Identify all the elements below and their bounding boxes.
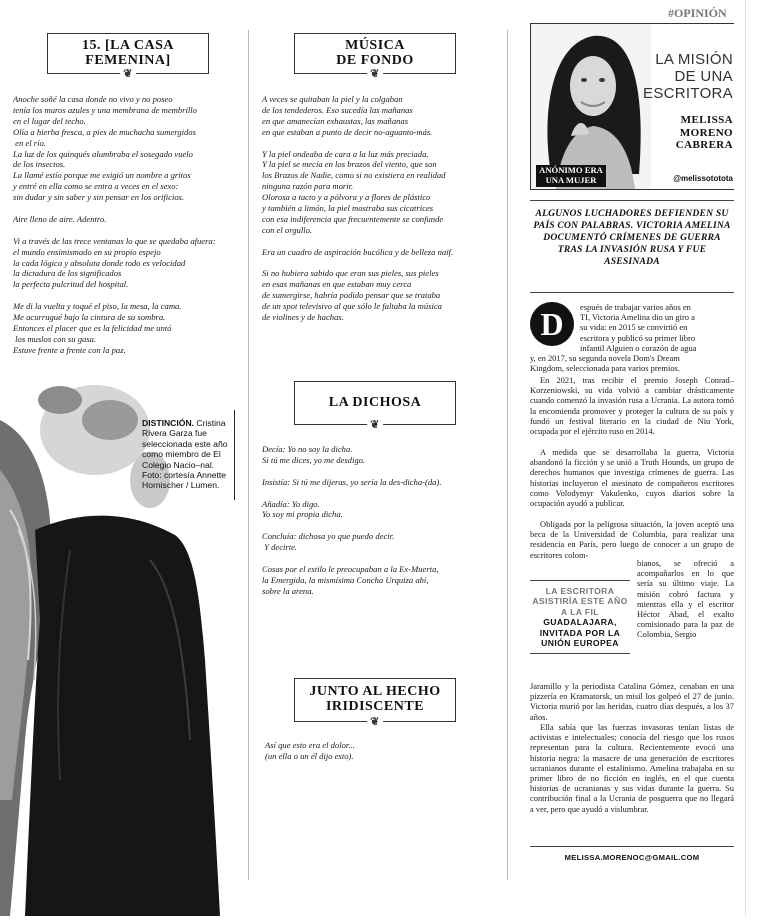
stanza: Añadía: Yo digo. Yo soy mi propia dicha. (262, 498, 343, 520)
article-paragraph: En 2021, tras recibir el premio Joseph Conrad–Korzeniowski, su vida volvió a cambiar drásticamente cuando comenzó la invasión rusa a Ucrania. La autora tomó la encomienda promover y proteger la cultura de su país y fundó un festival literario en la ciudad de Niu York, ocupada por el ejército ruso en 2014. (530, 375, 734, 437)
poem-junto-al-hecho (265, 740, 500, 773)
article-deck: ALGUNOS LUCHADORES DEFIENDEN SU PAÍS CON PALABRAS. VICTORIA AMELINA DOCUMENTÓ CRÍMENES DE GUERRA TRAS LA INVASIÓN RUSA Y FUE ASESINADA (533, 208, 731, 267)
ornament-icon: ❦ (367, 419, 383, 431)
column-rule (248, 30, 249, 880)
pull-quote-rule (530, 653, 630, 654)
text-line: espués de trabajar varios años en (580, 302, 691, 312)
stanza: Me di la vuelta y toqué el piso, la mesa, la cama. Me acurrugué bajo la cintura de su sombra. Entonces el placer que es la felicidad me untó los muslos con su gasa. Estuve frente a frente con la paz. (13, 301, 182, 355)
poem-title: JUNTO AL HECHO IRIDISCENTE (309, 684, 441, 714)
pull-quote-line: LA ESCRITORA ASISTIRÍA ESTE AÑO A LA FIL (532, 586, 628, 617)
text-line: TI, Victoria Amelina dio un giro a (580, 312, 695, 323)
badge-text: ANÓNIMO ERA UNA MUJER (539, 165, 603, 185)
stanza: Anoche soñé la casa donde no vivo y no poseo tenía los muros azules y una membrana de membrillo en el lugar del techo. Olía a hierba fresca, a pies de muchacha sumergidos en el río. La luz de los quinqués alumbraba el sosegado vuelo de los insectos. La llamé estío porque me exigió un nombre a gritos y entré en ella como se entra a veces en el sexo: sin dudar y sin saber y sin pensar en los orificios. (13, 94, 197, 203)
poem-la-dichosa (262, 444, 502, 608)
stanza: Cosas por el estilo le preocupaban a la Ex-Muerta, la Emergida, la mismísima Concha Urquiza ahí, sobre la arena. (262, 563, 439, 596)
text-line: Kingdom, seleccionada para varios premios. (530, 363, 680, 374)
stanza: Y la piel ondeaba de cara a la luz más preciada. Y la piel se mecía en los brazos del viento, que son los Brazos de Nadie, como si no existiera en realidad ninguna razón para morir. Olorosa a tacto y a pólvora y a flores de plástico y también a limón, la piel mostraba sus cicatrices con esa indiferencia que frecuentemente se confunde con el orgullo. (262, 148, 446, 235)
section-tag: #OPINIÓN (668, 6, 727, 20)
ornament-icon: ❦ (367, 716, 383, 728)
poem-title-box (294, 33, 456, 80)
stanza: Concluía: dichosa yo que puedo decir. Y decirte. (262, 531, 395, 553)
email-rule (530, 846, 734, 847)
deck-rule (530, 200, 734, 201)
caption-label: DISTINCIÓN. (142, 418, 195, 428)
stanza: Insistía: Si tú me dijeras, yo sería la des-dicha-(da). (262, 476, 442, 487)
stanza: Si no hubiera sabido que eran sus pieles, sus pieles en esas mañanas en que estaban muy cerca de sumergirse, habría podido pensar que se trataba de un spot televisivo al que sólo le faltaba la música de violines y de hachas. (262, 268, 442, 323)
edge-rule (745, 0, 746, 916)
author-handle: @melissototota (673, 174, 733, 183)
article-paragraph: Jaramillo y la periodista Catalina Gómez, cenaban en una pizzería en Kramatorsk, un misil los golpeó el 27 de junio. Victoria murió por las heridas, cuatro días después, a los 37 años. (530, 681, 734, 722)
text-line: escritora y publicó su primer libro (580, 332, 696, 343)
author-email: MELISSA.MORENOC@GMAIL.COM (564, 853, 700, 862)
text-line: su vida: en 2015 se convirtió en (580, 322, 688, 333)
text-line: y, en 2017, su segunda novela Dom's Dream (530, 353, 680, 364)
photo-caption (142, 418, 234, 491)
article-paragraph: bianos, se ofreció a acompañarlos en lo que sería su último viaje. La misión cobró factura y mientras ella y el escritor Héctor Abad, el exalto comisionado para la paz de Colombia, Sergio (637, 558, 734, 640)
ornament-icon: ❦ (120, 68, 136, 80)
author-name: MELISSA MORENO CABRERA (675, 114, 733, 151)
caption-rule (234, 410, 235, 500)
column-badge (536, 165, 606, 187)
article-paragraph: Ella sabía que las fuerzas invasoras tenían listas de activistas e intelectuales; conocía del riesgo que los rusos representan para la cultura. Recientemente evocó una historia negra: la masacre de una generación de escritores ucranianos durante el estalinismo. Amelina trabajaba en su primer libro de no ficción en inglés, en el que cuenta historias de ucranianas y sus vidas durante la guerra. Su contribución final a la Ucrania de posguerra que no llegará a ver, pero que ayudó a vislumbrar. (530, 722, 734, 814)
drop-cap-letter: D (540, 306, 564, 342)
column-title: LA MISIÓN DE UNA ESCRITORA (643, 51, 733, 102)
columnist-header (530, 23, 734, 190)
ornament-icon: ❦ (367, 68, 383, 80)
poem-title-box (294, 678, 456, 728)
stanza: Vi a través de las trece ventanas lo que se quedaba afuera: el mundo ensimismado en su propio espejo la cada lógica y absoluta donde todo es velocidad la dictadura de los significados la perfecta pulcritud del hospital. (13, 235, 216, 290)
poem-casa-femenina (13, 94, 245, 367)
pull-quote-line: GUADALAJARA, INVITADA POR LA UNIÓN EUROPEA (539, 617, 621, 649)
article-paragraph (530, 302, 734, 373)
pull-quote-rule (530, 580, 630, 581)
poem-title-box (47, 33, 209, 80)
column-rule (507, 30, 508, 880)
deck-rule (530, 292, 734, 293)
poem-title: LA DICHOSA (328, 395, 422, 410)
stanza: Así que esto era el dolor... (un ella o un él dijo esto). (265, 740, 355, 761)
article-paragraph: Obligada por la peligrosa situación, la joven aceptó una beca de la Universidad de Columbia, para realizar una residencia en París, pero luego de conocer a un grupo de escritores colom- (530, 519, 734, 560)
stanza: Decía: Yo no soy la dicha. Si tú me dices, yo me desdigo. (262, 444, 366, 465)
stanza: Aire lleno de aire. Adentro. (13, 213, 107, 224)
stanza: A veces se quitaban la piel y la colgaban de los tendederos. Eso sucedía las mañanas en que amanecían exhaustas, las mañanas en que estaban a punto de decir no-aguanto-más. (262, 94, 433, 137)
poem-title-box (294, 381, 456, 431)
poem-title: 15. [LA CASA FEMENINA] (82, 38, 174, 68)
poem-musica-de-fondo (262, 94, 502, 334)
text-line: infantil Alguien o corazón de agua (580, 342, 697, 353)
pull-quote (530, 580, 630, 655)
caption-text: Cristina Rivera Garza fue seleccionada este año como miembro de El Colegio Nacio–nal. Foto: cortesía Annette Hornischer / Lumen. (142, 418, 228, 491)
article-paragraph: A medida que se desarrollaba la guerra, Victoria abandonó la ficción y se unió a Truth Hounds, un grupo de derechos humanos que investiga crímenes de guerra. Las historias incluyeron el asesinato de compañeros escritores como Volodymyr Vakulenko, cuyos diarios sobre la ocupación ayudó a publicar. (530, 447, 734, 509)
stanza: Era un cuadro de aspiración bucólica y de belleza naïf. (262, 246, 454, 257)
poem-title: MÚSICA DE FONDO (336, 38, 414, 68)
